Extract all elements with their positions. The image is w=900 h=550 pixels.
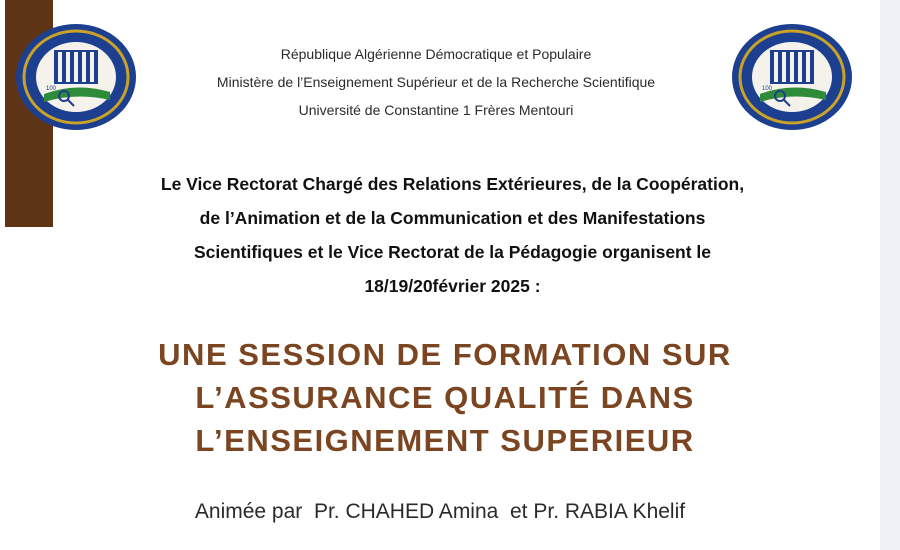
title-line: L’ASSURANCE QUALITÉ DANS <box>195 380 695 415</box>
intro-line: Scientifiques et le Vice Rectorat de la Pédagogie organisent le <box>193 242 712 262</box>
svg-text:100: 100 <box>46 86 57 92</box>
presenters-line: Animée par Pr. CHAHED Amina et Pr. RABIA Khelif <box>194 500 686 523</box>
intro-line: de l’Animation et de la Communication et des Manifestations <box>199 208 706 228</box>
intro-line: Le Vice Rectorat Chargé des Relations Extérieures, de la Coopération, <box>160 174 745 194</box>
svg-text:100: 100 <box>762 86 773 92</box>
university-seal-icon <box>14 22 138 132</box>
header-line-ministry: Ministère de l’Enseignement Supérieur et de la Recherche Scientifique <box>216 74 656 90</box>
university-seal-icon <box>730 22 854 132</box>
title-line: L’ENSEIGNEMENT SUPERIEUR <box>195 423 695 458</box>
title-line: UNE SESSION DE FORMATION SUR <box>158 337 732 372</box>
header-block <box>150 40 722 124</box>
header-line-republic: République Algérienne Démocratique et Populaire <box>280 46 592 62</box>
event-title <box>60 333 830 462</box>
event-dates: 18/19/20février 2025 : <box>364 276 541 296</box>
intro-text <box>40 167 865 303</box>
header-line-university: Université de Constantine 1 Frères Mentouri <box>298 102 574 118</box>
